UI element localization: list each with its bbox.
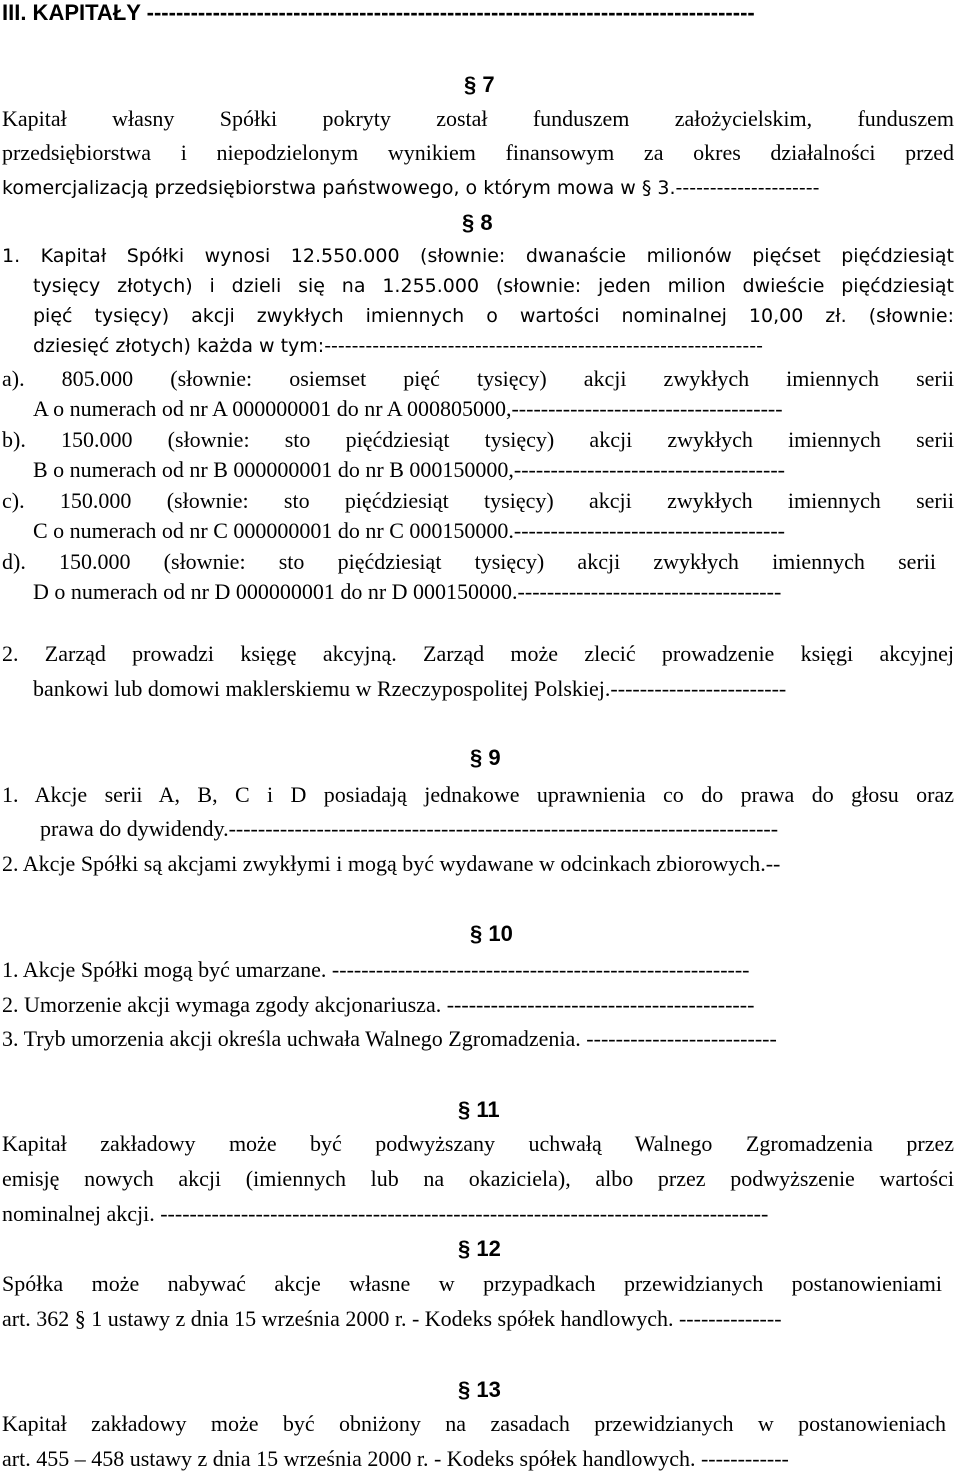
paragraph-8-item-2-line-2: bankowi lub domowi maklerskiemu w Rzeczypospolitej Polskiej.------------------------ (33, 676, 787, 701)
paragraph-11-line-2: emisję nowych akcji (imiennych lub na okaziciela), albo przez podwyższenie wartości (2, 1166, 954, 1191)
paragraph-13-line-1: Kapitał zakładowy może być obniżony na zasadach przewidzianych w postanowieniach (2, 1411, 946, 1436)
series-c-line-2: C o numerach od nr C 000000001 do nr C 000150000.------------------------------------- (33, 518, 785, 543)
chapter-heading: III. KAPITAŁY ----------------------------------------------------------------------------------- (2, 0, 755, 25)
section-8-heading: § 8 (462, 210, 493, 235)
section-7-heading: § 7 (464, 72, 495, 97)
paragraph-9-line-2: prawa do dywidendy.--------------------------------------------------------------------------- (40, 816, 779, 841)
paragraph-9-line-1: 1. Akcje serii A, B, C i D posiadają jednakowe uprawnienia co do prawa do głosu oraz (2, 782, 954, 807)
paragraph-10-line-3: 3. Tryb umorzenia akcji określa uchwała Walnego Zgromadzenia. -------------------------- (2, 1026, 777, 1051)
paragraph-7-line-3: komercjalizacją przedsiębiorstwa państwowego, o którym mowa w § 3.--------------------- (2, 177, 820, 199)
paragraph-10-line-1: 1. Akcje Spółki mogą być umarzane. --------------------------------------------------------- (2, 957, 750, 982)
paragraph-12-line-1: Spółka może nabywać akcje własne w przypadkach przewidzianych postanowieniami (2, 1271, 942, 1296)
paragraph-8-item-1-line-4: dziesięć złotych) każda w tym:---------------------------------------------------------------- (33, 335, 763, 357)
paragraph-7-line-2: przedsiębiorstwa i niepodzielonym wynikiem finansowym za okres działalności przed (2, 140, 954, 165)
paragraph-11-line-1: Kapitał zakładowy może być podwyższany uchwałą Walnego Zgromadzenia przez (2, 1131, 954, 1156)
series-b-line-1: b). 150.000 (słownie: sto pięćdziesiąt tysięcy) akcji zwykłych imiennych serii (2, 427, 954, 452)
paragraph-8-item-1-line-2: tysięcy złotych) i dzieli się na 1.255.000 (słownie: jeden milion dwieście pięćdziesiąt (33, 275, 954, 297)
paragraph-9-line-3: 2. Akcje Spółki są akcjami zwykłymi i mogą być wydawane w odcinkach zbiorowych.-- (2, 851, 781, 876)
section-12-heading: § 12 (458, 1236, 501, 1261)
paragraph-7-line-1: Kapitał własny Spółki pokryty został funduszem założycielskim, funduszem (2, 106, 954, 131)
series-a-line-2: A o numerach od nr A 000000001 do nr A 000805000,------------------------------------- (33, 396, 783, 421)
paragraph-11-line-3: nominalnej akcji. ----------------------------------------------------------------------------------- (2, 1201, 769, 1226)
paragraph-12-line-2: art. 362 § 1 ustawy z dnia 15 września 2000 r. - Kodeks spółek handlowych. -------------- (2, 1306, 782, 1331)
series-a-line-1: a). 805.000 (słownie: osiemset pięć tysięcy) akcji zwykłych imiennych serii (2, 366, 954, 391)
section-10-heading: § 10 (470, 921, 513, 946)
series-d-line-1: d). 150.000 (słownie: sto pięćdziesiąt tysięcy) akcji zwykłych imiennych serii (2, 549, 936, 574)
paragraph-8-item-1-line-3: pięć tysięcy) akcji zwykłych imiennych o wartości nominalnej 10,00 zł. (słownie: (33, 305, 954, 327)
section-13-heading: § 13 (458, 1377, 501, 1402)
series-c-line-1: c). 150.000 (słownie: sto pięćdziesiąt tysięcy) akcji zwykłych imiennych serii (2, 488, 954, 513)
series-d-line-2: D o numerach od nr D 000000001 do nr D 000150000.------------------------------------ (33, 579, 782, 604)
paragraph-10-line-2: 2. Umorzenie akcji wymaga zgody akcjonariusza. ------------------------------------------ (2, 992, 755, 1017)
section-9-heading: § 9 (470, 745, 501, 770)
paragraph-8-item-1-line-1: 1. Kapitał Spółki wynosi 12.550.000 (słownie: dwanaście milionów pięćset pięćdziesiąt (2, 245, 954, 267)
paragraph-13-line-2: art. 455 – 458 ustawy z dnia 15 września 2000 r. - Kodeks spółek handlowych. ------------ (2, 1446, 789, 1471)
series-b-line-2: B o numerach od nr B 000000001 do nr B 000150000,------------------------------------- (33, 457, 785, 482)
section-11-heading: § 11 (458, 1097, 500, 1122)
paragraph-8-item-2-line-1: 2. Zarząd prowadzi księgę akcyjną. Zarząd może zlecić prowadzenie księgi akcyjnej (2, 641, 954, 666)
